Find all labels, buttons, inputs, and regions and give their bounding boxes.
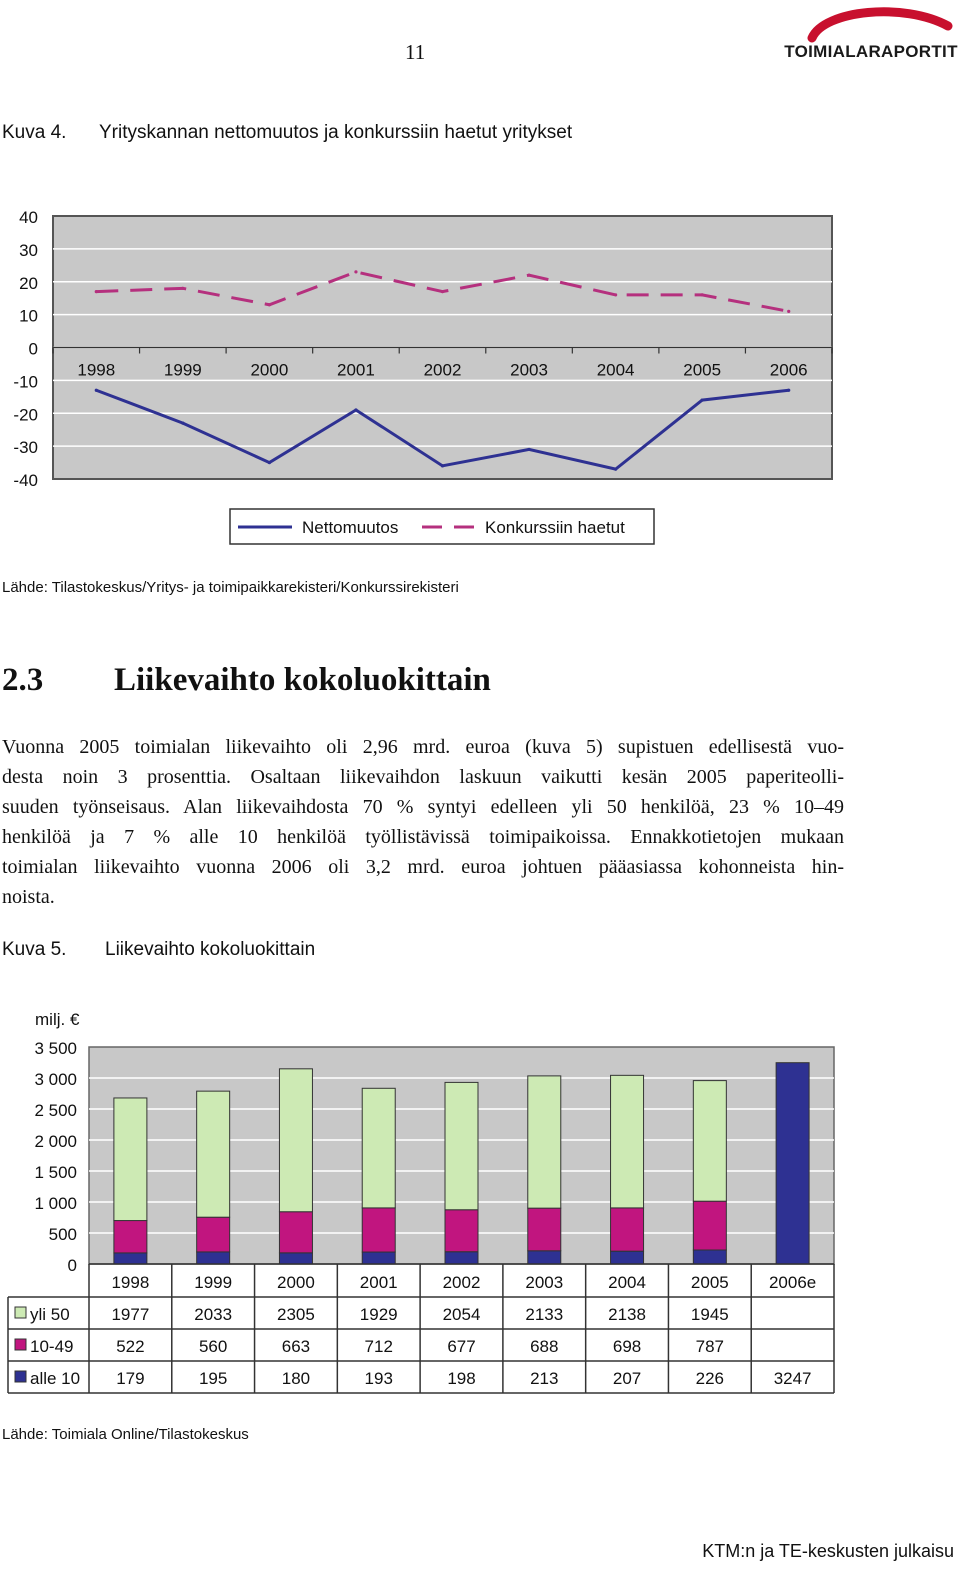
data-label: 226 <box>695 1369 725 1388</box>
data-label: 213 <box>530 1369 559 1388</box>
data-label: 698 <box>612 1337 642 1356</box>
y-tick-label: 1 000 <box>34 1194 77 1213</box>
data-point <box>95 389 98 392</box>
legend-label: Nettomuutos <box>302 518 399 537</box>
x-tick-label: 2000 <box>277 1273 315 1292</box>
data-point <box>181 287 184 290</box>
data-point <box>268 303 271 306</box>
bar-segment <box>611 1075 644 1208</box>
x-tick-label: 2000 <box>250 360 289 380</box>
section-body <box>2 732 844 912</box>
body-line: suuden työnseisaus. Alan liikevaihdosta 70 % syntyi edelleen yli 50 henkilöä, 23 % 10–49 <box>2 796 844 818</box>
data-label: 207 <box>612 1369 642 1388</box>
data-label: 180 <box>281 1369 311 1388</box>
data-label: 787 <box>695 1337 725 1356</box>
y-tick-label: 10 <box>19 306 38 326</box>
data-label: 1977 <box>111 1305 150 1324</box>
legend-swatch <box>15 1371 26 1382</box>
y-tick-label: -10 <box>13 372 38 392</box>
x-tick-label: 1999 <box>163 360 202 380</box>
data-label: 198 <box>447 1369 476 1388</box>
y-tick-label: 40 <box>19 208 38 227</box>
y-tick-label: 2 000 <box>34 1132 77 1151</box>
bar-segment <box>279 1253 312 1264</box>
x-tick-label: 2006e <box>768 1273 817 1292</box>
bar-segment <box>279 1069 312 1212</box>
data-label: 1945 <box>690 1305 729 1324</box>
bar-segment <box>528 1208 561 1251</box>
y-tick-label: -20 <box>13 405 38 425</box>
data-label: 2305 <box>277 1305 315 1324</box>
data-label: 2133 <box>525 1305 564 1324</box>
page-number: 11 <box>405 40 426 64</box>
bar-segment <box>693 1250 726 1264</box>
bar-segment <box>611 1251 644 1264</box>
body-line: desta noin 3 prosenttia. Osaltaan liikevaihdon laskuun vaikutti kesän 2005 paperiteolli- <box>2 766 844 788</box>
bar-segment <box>114 1253 147 1264</box>
x-tick-label: 2003 <box>525 1273 564 1292</box>
data-point <box>441 464 444 467</box>
body-line: toimialan liikevaihto vuonna 2006 oli 3,2 mrd. euroa johtuen pääasiassa kohonneista hin- <box>2 856 844 878</box>
x-tick-label: 2001 <box>359 1273 398 1292</box>
bar-segment <box>528 1076 561 1208</box>
bar-segment <box>445 1082 478 1209</box>
x-tick-label: 2006 <box>769 360 808 380</box>
data-point <box>701 399 704 402</box>
y-tick-label: -40 <box>13 471 38 490</box>
y-tick-label: 1 500 <box>34 1163 77 1182</box>
bar-segment <box>445 1210 478 1252</box>
bar-segment <box>197 1252 230 1264</box>
x-tick-label: 2002 <box>442 1273 481 1292</box>
body-line: noista. <box>2 886 55 908</box>
data-point <box>95 290 98 293</box>
legend-swatch <box>15 1307 26 1318</box>
y-axis-unit-label: milj. € <box>35 1010 80 1029</box>
bar-segment <box>693 1081 726 1202</box>
y-tick-label: 2 500 <box>34 1101 77 1120</box>
section-title: Liikevaihto kokoluokittain <box>114 662 491 698</box>
data-label: 560 <box>198 1337 228 1356</box>
data-label: 2054 <box>442 1305 481 1324</box>
data-label: 3247 <box>773 1369 812 1388</box>
x-tick-label: 2005 <box>690 1273 729 1292</box>
legend-swatch <box>15 1339 26 1350</box>
bar-segment <box>611 1208 644 1251</box>
data-label: 195 <box>198 1369 228 1388</box>
bar-segment <box>114 1221 147 1253</box>
data-label: 193 <box>364 1369 393 1388</box>
data-point <box>614 293 617 296</box>
legend-label: Konkurssiin haetut <box>485 518 625 537</box>
figure5-caption-label: Kuva 5. <box>2 939 67 960</box>
data-label: 663 <box>281 1337 311 1356</box>
x-tick-label: 2001 <box>337 360 375 380</box>
bar-segment <box>362 1252 395 1264</box>
data-label: 712 <box>364 1337 393 1356</box>
bar-segment <box>114 1098 147 1221</box>
data-point <box>354 408 357 411</box>
x-tick-label: 2004 <box>596 360 635 380</box>
figure5-source: Lähde: Toimiala Online/Tilastokeskus <box>2 1426 249 1443</box>
bar-segment <box>362 1088 395 1208</box>
data-point <box>701 293 704 296</box>
data-point <box>527 274 530 277</box>
x-tick-label: 1999 <box>194 1273 233 1292</box>
x-tick-label: 2003 <box>510 360 548 380</box>
y-tick-label: 0 <box>28 339 38 359</box>
data-point <box>441 290 444 293</box>
data-point <box>787 389 790 392</box>
x-tick-label: 1998 <box>111 1273 150 1292</box>
bar-segment <box>528 1251 561 1264</box>
data-label: 1929 <box>359 1305 398 1324</box>
figure4-caption-title: Yrityskannan nettomuutos ja konkurssiin haetut yritykset <box>99 122 573 143</box>
body-line: henkilöä ja 7 % alle 10 henkilöä työllistävissä toimipaikoissa. Ennakkotietojen mukaan <box>2 826 844 848</box>
footer-publisher: KTM:n ja TE-keskusten julkaisu <box>702 1541 954 1561</box>
data-label: 2138 <box>608 1305 646 1324</box>
x-tick-label: 2005 <box>683 360 722 380</box>
x-tick-label: 2004 <box>608 1273 646 1292</box>
figure4-source: Lähde: Tilastokeskus/Yritys- ja toimipaikkarekisteri/Konkurssirekisteri <box>2 579 459 596</box>
x-tick-label: 2002 <box>423 360 462 380</box>
y-tick-label: -30 <box>13 438 38 458</box>
y-tick-label: 500 <box>48 1225 77 1244</box>
bar-segment <box>693 1201 726 1250</box>
legend-label: yli 50 <box>30 1305 70 1324</box>
bar-segment <box>445 1252 478 1264</box>
body-line: Vuonna 2005 toimialan liikevaihto oli 2,96 mrd. euroa (kuva 5) supistuen edellisestä vuo- <box>2 736 844 758</box>
y-tick-label: 0 <box>67 1256 77 1275</box>
stacked-bar-chart <box>0 1000 850 1400</box>
data-label: 522 <box>116 1337 145 1356</box>
data-point <box>787 310 790 313</box>
section-number: 2.3 <box>2 662 44 698</box>
legend-label: 10-49 <box>30 1337 74 1356</box>
data-point <box>268 461 271 464</box>
logo-arc-icon <box>784 4 958 44</box>
bar-segment <box>279 1212 312 1253</box>
data-point <box>354 270 357 273</box>
y-tick-label: 20 <box>19 273 38 293</box>
y-tick-label: 3 500 <box>34 1039 77 1058</box>
legend-label: alle 10 <box>30 1369 81 1388</box>
toimialaraportit-logo <box>784 4 958 66</box>
figure5-caption-title: Liikevaihto kokoluokittain <box>105 939 316 960</box>
data-label: 179 <box>116 1369 145 1388</box>
data-label: 2033 <box>194 1305 233 1324</box>
line-chart <box>0 200 850 560</box>
data-point <box>527 448 530 451</box>
y-tick-label: 3 000 <box>34 1070 77 1089</box>
bar-segment <box>362 1208 395 1252</box>
data-label: 688 <box>530 1337 559 1356</box>
y-tick-label: 30 <box>19 240 38 260</box>
bar-segment <box>197 1217 230 1252</box>
figure4-caption-label: Kuva 4. <box>2 122 67 143</box>
bar-segment <box>197 1091 230 1217</box>
bar-segment <box>776 1063 809 1264</box>
data-point <box>181 422 184 425</box>
logo-text: TOIMIALARAPORTIT <box>784 42 958 61</box>
data-point <box>614 468 617 471</box>
x-tick-label: 1998 <box>77 360 116 380</box>
data-label: 677 <box>447 1337 476 1356</box>
